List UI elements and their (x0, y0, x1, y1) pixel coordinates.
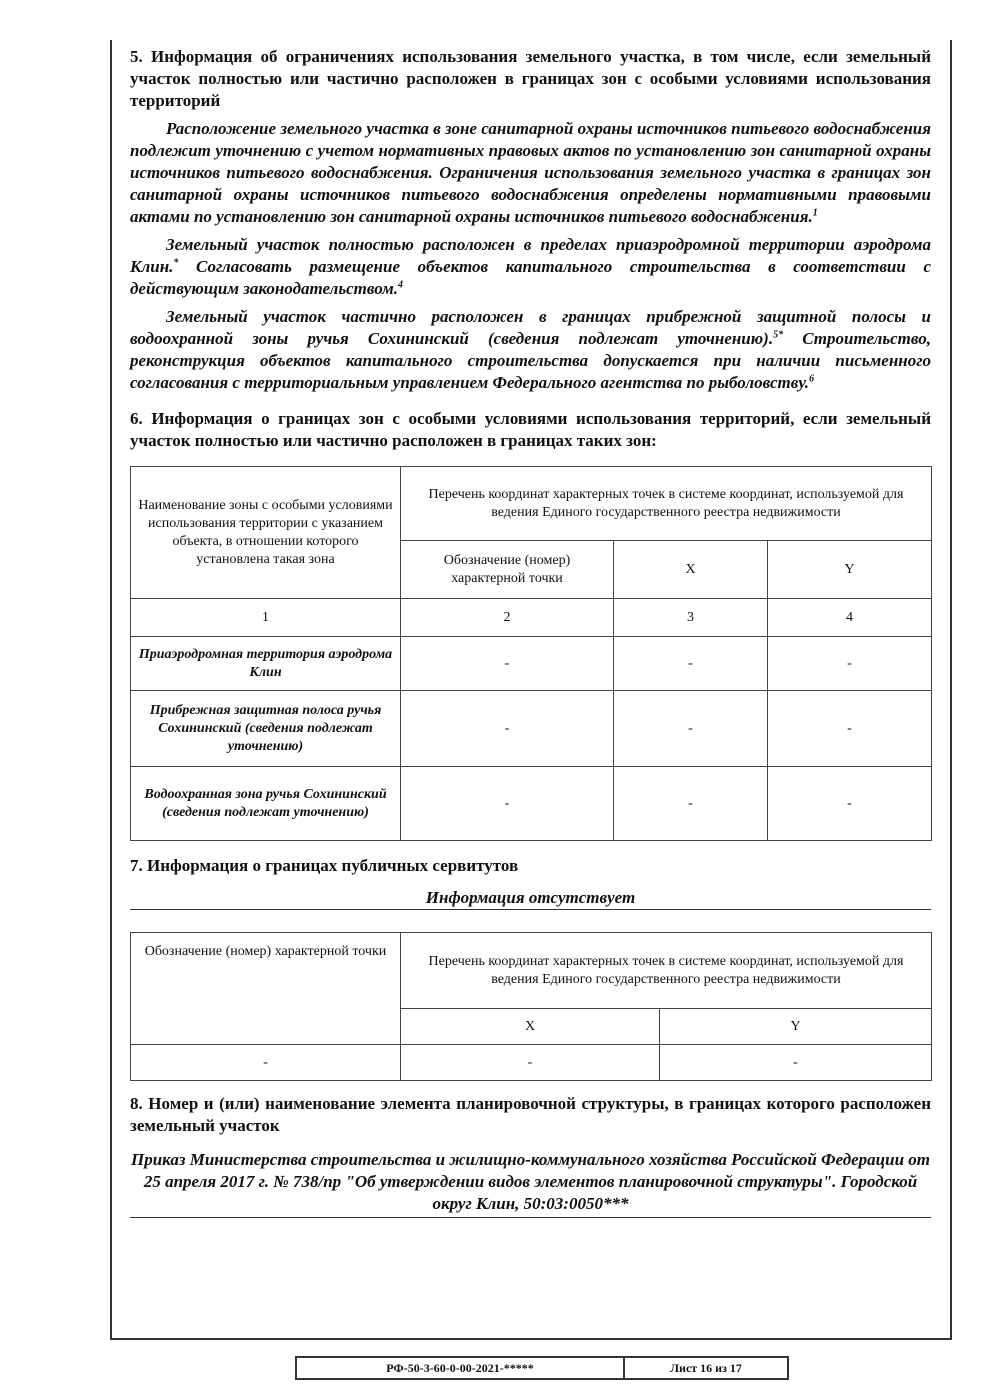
zone-name: Прибрежная защитная полоса ручья Сохининский (сведения подлежат уточнению) (131, 691, 401, 767)
paragraph-text: Расположение земельного участка в зоне санитарной охраны источников питьевого водоснабжения подлежит уточнению с учетом нормативных правовых актов по установлению зон санитарной охраны источников питьевого водоснабжения. Ограничения использования земельного участка в границах зон санитарной охраны источников питьевого водоснабжения определены нормативными правовыми актами по установлению зон санитарной охраны источников питьевого водоснабжения. (130, 119, 931, 226)
sheet-number: Лист 16 из 17 (625, 1356, 789, 1380)
planning-structure-text: Приказ Министерства строительства и жилищно-коммунального хозяйства Российской Федерации от 25 апреля 2017 г. № 738/пр "Об утверждении видов элементов планировочной структуры". Городской округ Клин, 50:03:0050*** (130, 1149, 931, 1218)
zones-table (130, 466, 932, 841)
column-numbers-row (131, 599, 932, 637)
header-point-number: Обозначение (номер) характерной точки (401, 541, 614, 599)
section-8-heading: 8. Номер и (или) наименование элемента планировочной структуры, в границах которого расположен земельный участок (130, 1094, 931, 1135)
footnote-ref: 4 (398, 279, 404, 291)
table-row (131, 637, 932, 691)
footnote-ref: 6 (809, 373, 815, 385)
column-number: 3 (614, 599, 768, 637)
paragraph-water-protection (130, 306, 931, 394)
header-zone-name: Наименование зоны с особыми условиями использования территории с указанием объекта, в отношении которого установлена такая зона (131, 467, 401, 599)
cell-point: - (131, 1045, 401, 1081)
paragraph-aerodrome (130, 234, 931, 300)
paragraph-sanitary-zone (130, 118, 931, 228)
cell-x: - (401, 1045, 660, 1081)
servitude-table (130, 932, 932, 1081)
header-y: Y (768, 541, 932, 599)
header-x: X (401, 1009, 660, 1045)
header-coordinates: Перечень координат характерных точек в системе координат, используемой для ведения Единого государственного реестра недвижимости (401, 933, 932, 1009)
cell-y: - (660, 1045, 932, 1081)
document-number: РФ-50-3-60-0-00-2021-***** (295, 1356, 625, 1380)
header-point-number: Обозначение (номер) характерной точки (131, 933, 401, 1045)
zone-name: Приаэродромная территория аэродрома Клин (131, 637, 401, 691)
section-5-heading: 5. Информация об ограничениях использования земельного участка, в том числе, если земельный участок полностью или частично расположен в границах зон с особыми условиями использования территорий (130, 47, 931, 110)
table-row (131, 691, 932, 767)
servitude-absent-note: Информация отсутствует (130, 887, 931, 910)
table-row (131, 1045, 932, 1081)
header-coordinates: Перечень координат характерных точек в системе координат, используемой для ведения Единого государственного реестра недвижимости (401, 467, 932, 541)
paragraph-text: Земельный участок частично расположен в границах прибрежной защитной полосы и водоохранной зоны ручья Сохининский (сведения подлежат уточнению). (130, 307, 931, 348)
paragraph-text: Строительство, реконструкция объектов капитального строительства допускается при наличии письменного согласования с территориальным управлением Федерального агентства по рыболовству. (130, 329, 931, 392)
column-number: 2 (401, 599, 614, 637)
header-x: X (614, 541, 768, 599)
cell-y: - (768, 691, 932, 767)
column-number: 4 (768, 599, 932, 637)
footnote-ref: * (173, 257, 179, 269)
cell-x: - (614, 767, 768, 841)
cell-point: - (401, 691, 614, 767)
section-6-heading: 6. Информация о границах зон с особыми условиями использования территорий, если земельный участок полностью или частично расположен в границах таких зон: (130, 409, 931, 450)
footnote-ref: 1 (812, 207, 818, 219)
paragraph-text: Земельный участок полностью расположен в пределах приаэродромной территории аэродрома Клин. (130, 235, 931, 276)
cell-y: - (768, 767, 932, 841)
document-body (130, 46, 931, 1218)
header-y: Y (660, 1009, 932, 1045)
cell-x: - (614, 691, 768, 767)
footnote-ref: 5* (773, 329, 784, 341)
section-7-heading: 7. Информация о границах публичных сервитутов (130, 856, 519, 875)
title-block-stamp (295, 1356, 789, 1380)
table-row (131, 767, 932, 841)
paragraph-text: Согласовать размещение объектов капитального строительства в соответствии с действующим законодательством. (130, 257, 931, 298)
zone-name: Водоохранная зона ручья Сохининский (сведения подлежат уточнению) (131, 767, 401, 841)
cell-y: - (768, 637, 932, 691)
cell-point: - (401, 637, 614, 691)
column-number: 1 (131, 599, 401, 637)
cell-point: - (401, 767, 614, 841)
cell-x: - (614, 637, 768, 691)
